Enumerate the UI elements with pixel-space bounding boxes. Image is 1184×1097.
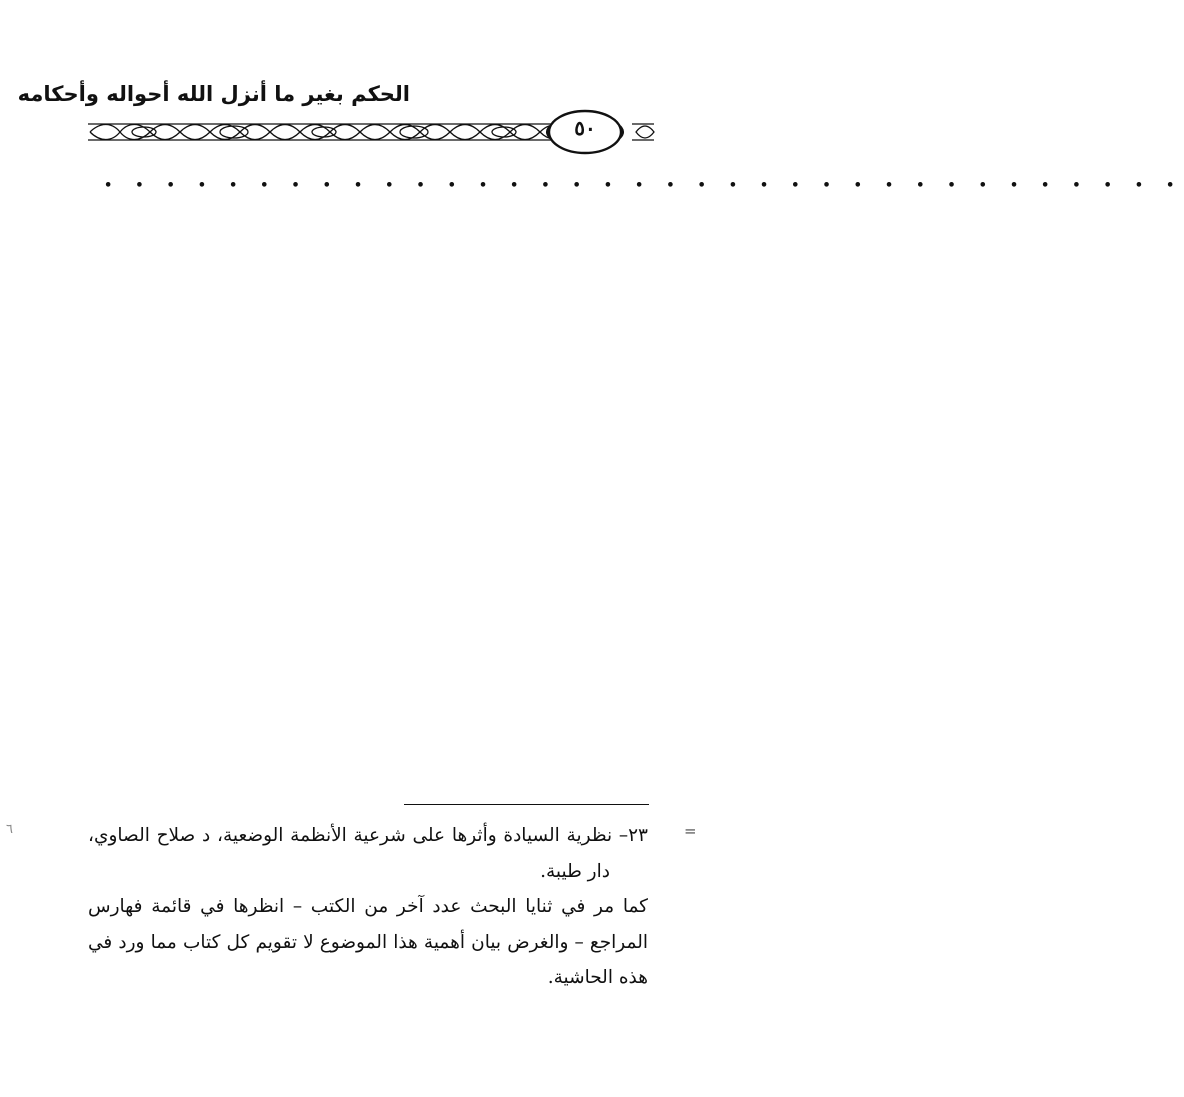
scan-margin-mark: ٦ xyxy=(6,822,13,837)
footnote-line: ٢٣– نظرية السيادة وأثرها على شرعية الأنظمة الوضعية، د صلاح الصاوي، xyxy=(88,825,648,846)
running-title: الحكم بغير ما أنزل الله أحواله وأحكامه xyxy=(17,82,410,106)
footnote-divider xyxy=(404,804,649,805)
continuation-mark: = xyxy=(684,822,697,840)
page-number: ٥٠ xyxy=(574,116,596,140)
footnote-line: كما مر في ثنايا البحث عدد آخر من الكتب – انظرها في قائمة فهارس xyxy=(88,896,648,917)
footnote-line: دار طيبة. xyxy=(540,860,610,882)
footnote-line: المراجع – والغرض بيان أهمية هذا الموضوع لا تقويم كل كتاب مما ورد في xyxy=(88,931,648,953)
footnote-block xyxy=(88,818,648,996)
footnote-line: هذه الحاشية. xyxy=(547,967,648,988)
dotted-separator: • • • • • • • • • • • • • • • • • • • • • • • • • • • • • • • • • • • xyxy=(104,178,1184,193)
